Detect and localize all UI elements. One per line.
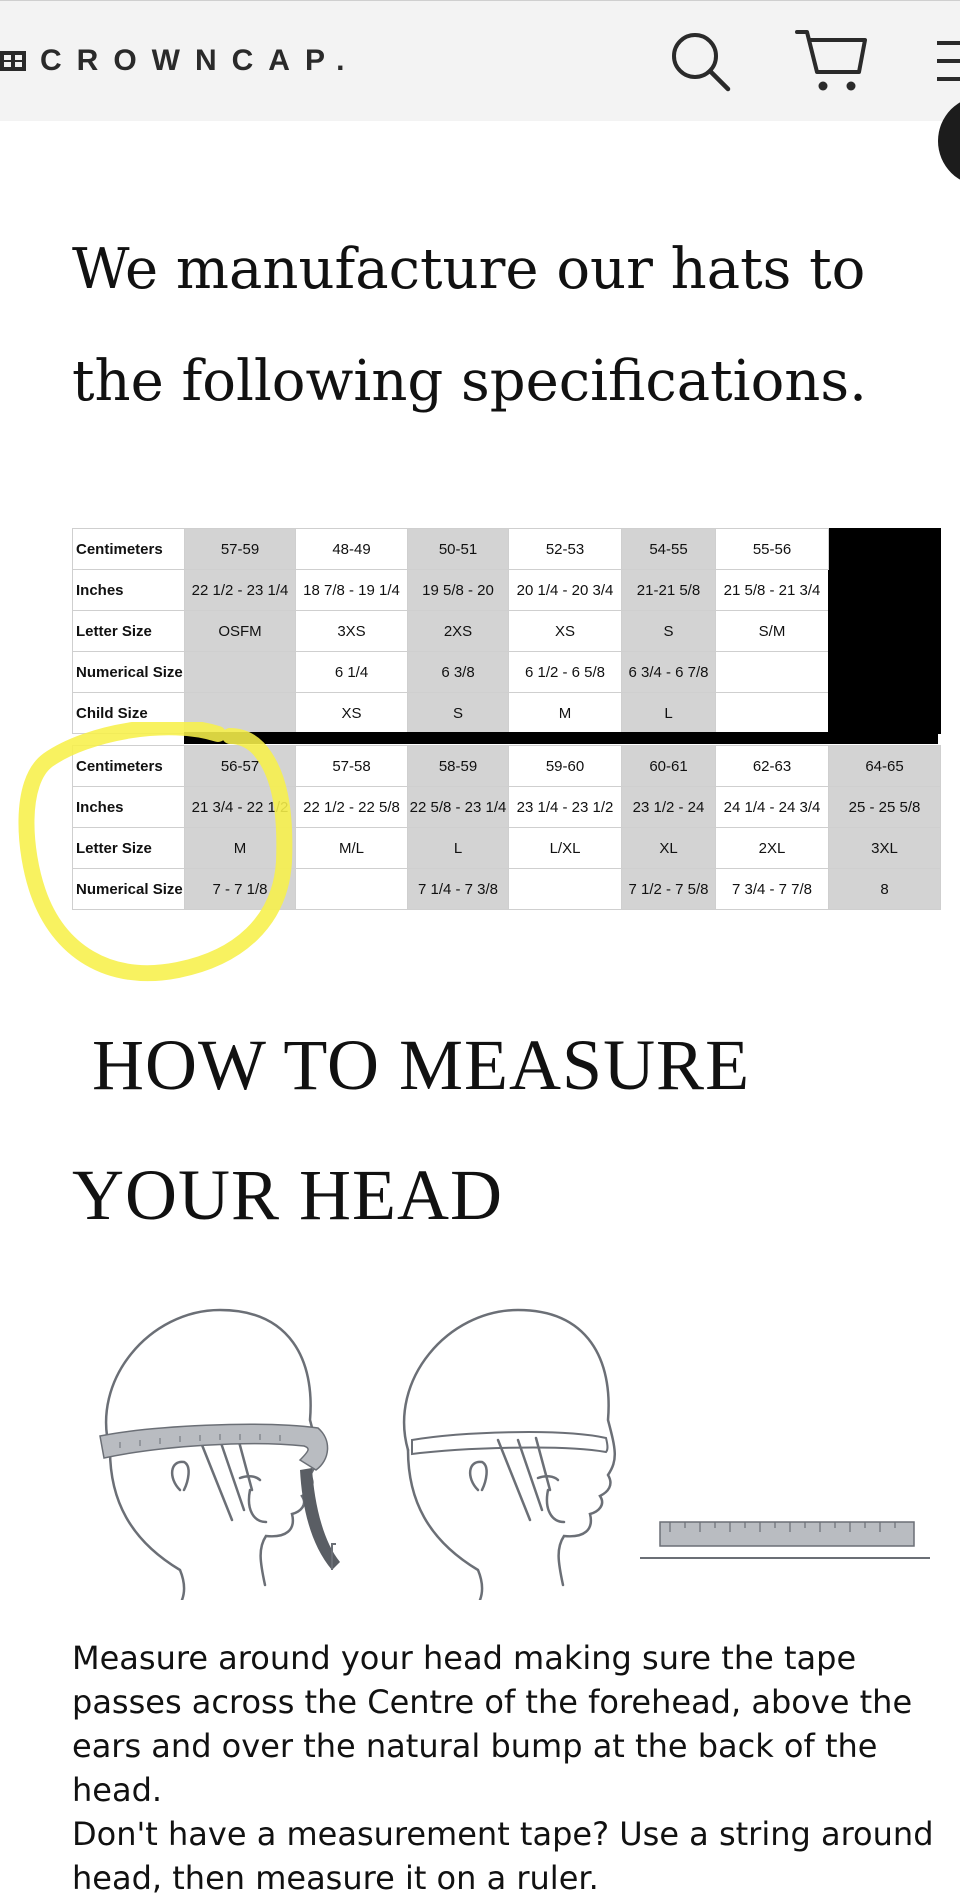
- table-cell: 2XS: [408, 611, 509, 652]
- table-cell: 59-60: [509, 746, 622, 787]
- brand-name: CROWNCAP.: [40, 44, 360, 77]
- table-cell: M: [509, 693, 622, 734]
- table-cell: S/M: [716, 611, 829, 652]
- table-cell: L/XL: [509, 828, 622, 869]
- ruler-icon: [640, 1522, 930, 1558]
- table-separator-bar: [184, 732, 938, 744]
- table-row: [73, 787, 941, 828]
- how-to-measure-heading: [72, 1000, 892, 1260]
- menu-button[interactable]: [925, 25, 960, 97]
- table-cell: 24 1/4 - 24 3/4: [716, 787, 829, 828]
- specifications-heading: We manufacture our hats to the following specifications.: [72, 237, 867, 414]
- size-chart-table-1: [72, 528, 941, 734]
- table-cell: XS: [296, 693, 408, 734]
- measuring-tape-icon: [100, 1424, 340, 1570]
- table-row: [73, 611, 941, 652]
- brand-mark-icon: [0, 48, 26, 74]
- row-label: Child Size: [73, 693, 185, 734]
- table-cell: 22 5/8 - 23 1/4: [408, 787, 509, 828]
- table-cell: S: [408, 693, 509, 734]
- table-cell: OSFM: [185, 611, 296, 652]
- table-cell: 23 1/4 - 23 1/2: [509, 787, 622, 828]
- table-cell: 8: [829, 869, 941, 910]
- table-cell: 54-55: [622, 529, 716, 570]
- table-cell: [185, 693, 296, 734]
- table-cell: 57-58: [296, 746, 408, 787]
- table-row: [73, 869, 941, 910]
- table-cell: [509, 869, 622, 910]
- table-cell: 3XS: [296, 611, 408, 652]
- head-with-tape-icon: [106, 1310, 317, 1600]
- row-label: Inches: [73, 570, 185, 611]
- table-cell: L: [408, 828, 509, 869]
- row-label: Centimeters: [73, 529, 185, 570]
- black-filler-cell: [829, 529, 941, 734]
- table-cell: 6 1/2 - 6 5/8: [509, 652, 622, 693]
- table-row: [73, 693, 941, 734]
- search-icon: [668, 29, 732, 93]
- table-cell: 25 - 25 5/8: [829, 787, 941, 828]
- table-cell: 7 1/2 - 7 5/8: [622, 869, 716, 910]
- head-measurement-illustration: [60, 1300, 940, 1600]
- table-cell: 21-21 5/8: [622, 570, 716, 611]
- site-header: [0, 0, 960, 121]
- table-cell: 62-63: [716, 746, 829, 787]
- table-cell: 48-49: [296, 529, 408, 570]
- cart-button[interactable]: [795, 25, 867, 97]
- table-row: [73, 828, 941, 869]
- measurement-instructions: [72, 1636, 942, 1900]
- table-cell: 52-53: [509, 529, 622, 570]
- table-cell: 2XL: [716, 828, 829, 869]
- table-row: [73, 529, 941, 570]
- table-cell: 7 1/4 - 7 3/8: [408, 869, 509, 910]
- table-cell: 57-59: [185, 529, 296, 570]
- table-cell: 18 7/8 - 19 1/4: [296, 570, 408, 611]
- instructions-paragraph-2: Don't have a measurement tape? Use a string around head, then measure it on a ruler.: [72, 1815, 934, 1897]
- table-cell: 21 5/8 - 21 3/4: [716, 570, 829, 611]
- table-cell: XS: [509, 611, 622, 652]
- row-label: Centimeters: [73, 746, 185, 787]
- instructions-paragraph-1: Measure around your head making sure the tape passes across the Centre of the forehead, above the ears and over the natural bump at the back of the head.: [72, 1639, 913, 1809]
- table-cell: 22 1/2 - 23 1/4: [185, 570, 296, 611]
- table-cell: 64-65: [829, 746, 941, 787]
- row-label: Inches: [73, 787, 185, 828]
- menu-icon: [925, 33, 960, 89]
- row-label: Letter Size: [73, 611, 185, 652]
- brand-logo[interactable]: [0, 39, 359, 83]
- table-cell: 58-59: [408, 746, 509, 787]
- table-cell: 23 1/2 - 24: [622, 787, 716, 828]
- table-cell: 19 5/8 - 20: [408, 570, 509, 611]
- cart-icon: [795, 28, 867, 94]
- table-cell: 7 - 7 1/8: [185, 869, 296, 910]
- table-cell: 6 3/4 - 6 7/8: [622, 652, 716, 693]
- table-cell: 55-56: [716, 529, 829, 570]
- table-row: [73, 652, 941, 693]
- heading-line-2: YOUR HEAD: [72, 1155, 503, 1235]
- table-cell: [185, 652, 296, 693]
- table-cell: 6 3/8: [408, 652, 509, 693]
- table-cell: L: [622, 693, 716, 734]
- table-cell: 22 1/2 - 22 5/8: [296, 787, 408, 828]
- table-cell: XL: [622, 828, 716, 869]
- row-label: Numerical Size: [73, 869, 185, 910]
- table-cell: M: [185, 828, 296, 869]
- table-cell: 21 3/4 - 22 1/2: [185, 787, 296, 828]
- table-row: [73, 570, 941, 611]
- table-cell: M/L: [296, 828, 408, 869]
- size-chart-table-2: [72, 745, 941, 910]
- heading-line-1: HOW TO MEASURE: [92, 1025, 751, 1105]
- head-with-string-icon: [404, 1310, 615, 1600]
- table-cell: 56-57: [185, 746, 296, 787]
- table-cell: 3XL: [829, 828, 941, 869]
- table-cell: 60-61: [622, 746, 716, 787]
- row-label: Letter Size: [73, 828, 185, 869]
- table-cell: 50-51: [408, 529, 509, 570]
- search-button[interactable]: [664, 25, 736, 97]
- table-cell: [296, 869, 408, 910]
- table-cell: S: [622, 611, 716, 652]
- table-cell: 6 1/4: [296, 652, 408, 693]
- row-label: Numerical Size: [73, 652, 185, 693]
- table-cell: [716, 693, 829, 734]
- table-cell: 20 1/4 - 20 3/4: [509, 570, 622, 611]
- table-cell: 7 3/4 - 7 7/8: [716, 869, 829, 910]
- table-row: [73, 746, 941, 787]
- table-cell: [716, 652, 829, 693]
